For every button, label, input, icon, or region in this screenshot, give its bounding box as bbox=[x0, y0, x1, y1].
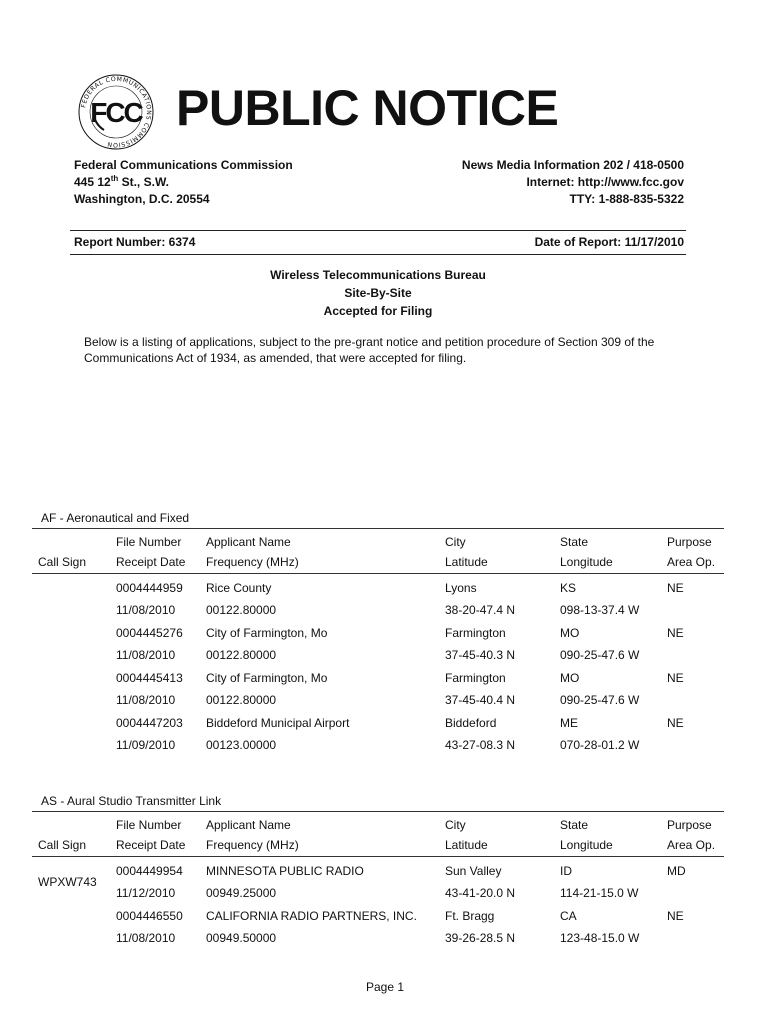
latitude: 37-45-40.3 N bbox=[445, 648, 516, 662]
purpose: MD bbox=[667, 864, 686, 878]
column-header-2: Applicant Name bbox=[206, 535, 291, 549]
receipt-date: 11/08/2010 bbox=[116, 603, 176, 617]
receipt-date: 11/09/2010 bbox=[116, 738, 176, 752]
column-header-sub-2: Frequency (MHz) bbox=[206, 838, 299, 852]
page-number: Page 1 bbox=[365, 980, 405, 994]
city-state-zip: Washington, D.C. 20554 bbox=[74, 192, 210, 206]
column-header-sub-1: Receipt Date bbox=[116, 555, 186, 569]
filing-type: Site-By-Site bbox=[344, 286, 412, 300]
state: CA bbox=[560, 909, 577, 923]
column-header-sub-4: Longitude bbox=[560, 838, 613, 852]
column-header-sub-0: Call Sign bbox=[38, 555, 87, 569]
city: Farmington bbox=[445, 671, 506, 685]
column-header-sub-4: Longitude bbox=[560, 555, 613, 569]
city: Biddeford bbox=[445, 716, 497, 730]
longitude: 090-25-47.6 W bbox=[560, 648, 640, 662]
purpose: NE bbox=[667, 626, 684, 640]
column-header-sub-3: Latitude bbox=[445, 838, 488, 852]
purpose: NE bbox=[667, 671, 684, 685]
longitude: 090-25-47.6 W bbox=[560, 693, 640, 707]
longitude: 098-13-37.4 W bbox=[560, 603, 640, 617]
purpose: NE bbox=[667, 581, 684, 595]
file-number: 0004444959 bbox=[116, 581, 183, 595]
column-header-sub-5: Area Op. bbox=[667, 555, 716, 569]
city: Lyons bbox=[445, 581, 477, 595]
page-title: PUBLIC NOTICE bbox=[176, 80, 559, 136]
column-header-5: Purpose bbox=[667, 535, 712, 549]
bureau-heading bbox=[70, 266, 686, 320]
applicant-name: City of Farmington, Mo bbox=[206, 671, 328, 685]
receipt-date: 11/08/2010 bbox=[116, 648, 176, 662]
longitude: 123-48-15.0 W bbox=[560, 931, 640, 945]
applicant-name: CALIFORNIA RADIO PARTNERS, INC. bbox=[206, 909, 417, 923]
divider bbox=[70, 254, 686, 255]
file-number: 0004449954 bbox=[116, 864, 183, 878]
frequency: 00123.00000 bbox=[206, 738, 277, 752]
receipt-date: 11/08/2010 bbox=[116, 931, 176, 945]
file-number: 0004445276 bbox=[116, 626, 183, 640]
state: MO bbox=[560, 626, 580, 640]
column-header-4: State bbox=[560, 818, 589, 832]
section-rule bbox=[32, 811, 724, 812]
svg-text:FCC: FCC bbox=[90, 97, 142, 128]
street-address: 445 12th St., S.W. bbox=[74, 174, 169, 189]
file-number: 0004445413 bbox=[116, 671, 183, 685]
tty-number: TTY: 1-888-835-5322 bbox=[569, 192, 684, 206]
frequency: 00122.80000 bbox=[206, 693, 277, 707]
section-rule bbox=[32, 573, 724, 574]
frequency: 00949.25000 bbox=[206, 886, 277, 900]
applicant-name: City of Farmington, Mo bbox=[206, 626, 328, 640]
bureau-name: Wireless Telecommunications Bureau bbox=[270, 268, 486, 282]
longitude: 114-21-15.0 W bbox=[560, 886, 639, 900]
column-header-sub-1: Receipt Date bbox=[116, 838, 186, 852]
latitude: 37-45-40.4 N bbox=[445, 693, 516, 707]
file-number: 0004446550 bbox=[116, 909, 183, 923]
state: MO bbox=[560, 671, 580, 685]
frequency: 00949.50000 bbox=[206, 931, 277, 945]
applicant-name: Rice County bbox=[206, 581, 272, 595]
section-rule bbox=[32, 856, 724, 857]
column-header-4: State bbox=[560, 535, 589, 549]
section-rule bbox=[32, 528, 724, 529]
call-sign: WPXW743 bbox=[38, 875, 97, 889]
receipt-date: 11/08/2010 bbox=[116, 693, 176, 707]
latitude: 43-27-08.3 N bbox=[445, 738, 516, 752]
column-header-3: City bbox=[445, 818, 466, 832]
column-header-1: File Number bbox=[116, 535, 182, 549]
latitude: 43-41-20.0 N bbox=[445, 886, 516, 900]
report-number: Report Number: 6374 bbox=[74, 235, 196, 249]
column-header-1: File Number bbox=[116, 818, 182, 832]
intro-paragraph: Below is a listing of applications, subject to the pre-grant notice and petition procedure of Section 309 of the Communications Act of 1934, as amended, that were accepted for filing. bbox=[84, 335, 655, 365]
column-header-sub-3: Latitude bbox=[445, 555, 488, 569]
filing-status: Accepted for Filing bbox=[323, 304, 433, 318]
longitude: 070-28-01.2 W bbox=[560, 738, 640, 752]
svg-text:FEDERAL COMMUNICATIONS COMMISS: FEDERAL COMMUNICATIONS COMMISSION bbox=[80, 75, 153, 149]
column-header-sub-5: Area Op. bbox=[667, 838, 716, 852]
agency-name: Federal Communications Commission bbox=[74, 158, 293, 172]
file-number: 0004447203 bbox=[116, 716, 183, 730]
column-header-5: Purpose bbox=[667, 818, 712, 832]
internet-link[interactable]: Internet: http://www.fcc.gov bbox=[526, 175, 684, 189]
column-header-sub-2: Frequency (MHz) bbox=[206, 555, 299, 569]
city: Sun Valley bbox=[445, 864, 502, 878]
news-media-info: News Media Information 202 / 418-0500 bbox=[461, 158, 684, 172]
divider bbox=[70, 230, 686, 231]
report-info-row bbox=[74, 235, 684, 249]
applicant-name: MINNESOTA PUBLIC RADIO bbox=[206, 864, 364, 878]
column-header-2: Applicant Name bbox=[206, 818, 291, 832]
state: ID bbox=[560, 864, 572, 878]
state: KS bbox=[560, 581, 577, 595]
frequency: 00122.80000 bbox=[206, 603, 277, 617]
receipt-date: 11/12/2010 bbox=[116, 886, 176, 900]
column-header-3: City bbox=[445, 535, 466, 549]
agency-address-block bbox=[74, 157, 293, 208]
frequency: 00122.80000 bbox=[206, 648, 277, 662]
report-date: Date of Report: 11/17/2010 bbox=[534, 235, 684, 249]
latitude: 39-26-28.5 N bbox=[445, 931, 516, 945]
section-title: AS - Aural Studio Transmitter Link bbox=[41, 794, 222, 808]
applicant-name: Biddeford Municipal Airport bbox=[206, 716, 350, 730]
purpose: NE bbox=[667, 909, 684, 923]
state: ME bbox=[560, 716, 578, 730]
purpose: NE bbox=[667, 716, 684, 730]
city: Ft. Bragg bbox=[445, 909, 495, 923]
column-header-sub-0: Call Sign bbox=[38, 838, 87, 852]
fcc-seal-logo bbox=[76, 72, 156, 152]
latitude: 38-20-47.4 N bbox=[445, 603, 516, 617]
city: Farmington bbox=[445, 626, 506, 640]
contact-info-block bbox=[462, 157, 684, 208]
section-title: AF - Aeronautical and Fixed bbox=[41, 511, 190, 525]
